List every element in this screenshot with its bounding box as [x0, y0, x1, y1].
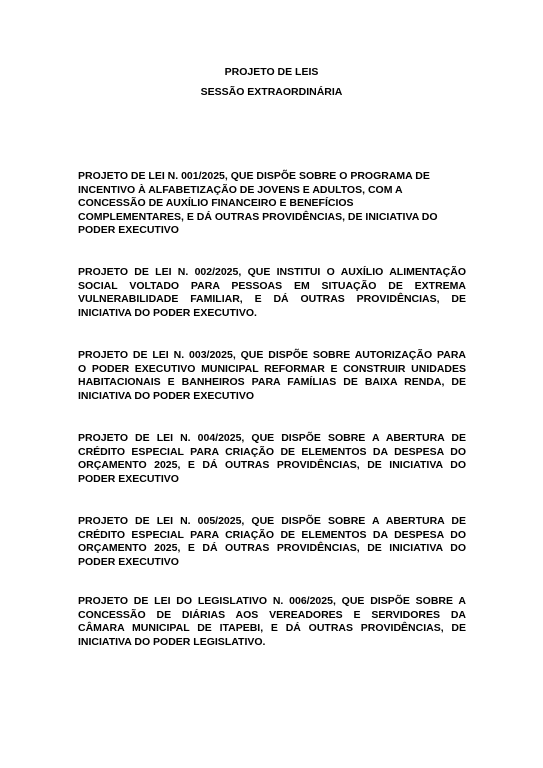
bill-006: [78, 595, 466, 649]
bill-line: PODER EXECUTIVO: [78, 224, 179, 237]
bill-line: INICIATIVA DO PODER EXECUTIVO: [78, 389, 254, 402]
bill-line: CONCESSÃO DE DIÁRIAS AOS VEREADORES E SERVIDORES DA: [78, 608, 466, 621]
bill-line: SOCIAL VOLTADO PARA PESSOAS EM SITUAÇÃO DE EXTREMA: [78, 279, 466, 292]
bill-line: ORÇAMENTO 2025, E DÁ OUTRAS PROVIDÊNCIAS, DE INICIATIVA DO: [78, 542, 466, 555]
bill-line: ORÇAMENTO 2025, E DÁ OUTRAS PROVIDÊNCIAS, DE INICIATIVA DO: [78, 459, 466, 472]
bill-line: CRÉDITO ESPECIAL PARA CRIAÇÃO DE ELEMENTOS DA DESPESA DO: [78, 528, 466, 541]
bill-line: HABITACIONAIS E BANHEIROS PARA FAMÍLIAS DE BAIXA RENDA, DE: [78, 376, 466, 389]
document-title: PROJETO DE LEIS: [224, 66, 319, 78]
bill-line: PROJETO DE LEI N. 003/2025, QUE DISPÕE SOBRE AUTORIZAÇÃO PARA: [78, 349, 466, 361]
bill-line: INICIATIVA DO PODER EXECUTIVO.: [78, 306, 257, 319]
bill-line: CONCESSÃO DE AUXÍLIO FINANCEIRO E BENEFÍCIOS: [78, 197, 354, 210]
bill-line: PODER EXECUTIVO: [78, 472, 179, 485]
bill-line: PROJETO DE LEI N. 004/2025, QUE DISPÕE SOBRE A ABERTURA DE: [78, 432, 466, 444]
bill-line: PROJETO DE LEI N. 001/2025, QUE DISPÕE SOBRE O PROGRAMA DE: [78, 170, 430, 182]
bill-line: PROJETO DE LEI DO LEGISLATIVO N. 006/2025, QUE DISPÕE SOBRE A: [78, 595, 466, 607]
bill-line: COMPLEMENTARES, E DÁ OUTRAS PROVIDÊNCIAS, DE INICIATIVA DO: [78, 210, 438, 223]
bill-004: [78, 432, 466, 486]
bill-line: INICIATIVA DO PODER LEGISLATIVO.: [78, 635, 266, 648]
bill-line: VULNERABILIDADE FAMILIAR, E DÁ OUTRAS PROVIDÊNCIAS, DE: [78, 293, 466, 306]
bill-line: PROJETO DE LEI N. 002/2025, QUE INSTITUI O AUXÍLIO ALIMENTAÇÃO: [78, 266, 466, 278]
bill-line: O PODER EXECUTIVO MUNICIPAL REFORMAR E CONSTRUIR UNIDADES: [78, 362, 466, 375]
bill-002: [78, 266, 466, 320]
bill-line: PROJETO DE LEI N. 005/2025, QUE DISPÕE SOBRE A ABERTURA DE: [78, 515, 466, 527]
bill-line: PODER EXECUTIVO: [78, 555, 179, 568]
bill-line: CRÉDITO ESPECIAL PARA CRIAÇÃO DE ELEMENTOS DA DESPESA DO: [78, 445, 466, 458]
bill-001: [78, 170, 466, 238]
bill-line: CÂMARA MUNICIPAL DE ITAPEBI, E DÁ OUTRAS PROVIDÊNCIAS, DE: [78, 622, 466, 635]
bill-003: [78, 349, 466, 403]
session-subtitle: SESSÃO EXTRAORDINÁRIA: [200, 86, 343, 98]
bill-005: [78, 515, 466, 569]
bill-line: INCENTIVO À ALFABETIZAÇÃO DE JOVENS E ADULTOS, COM A: [78, 183, 403, 196]
